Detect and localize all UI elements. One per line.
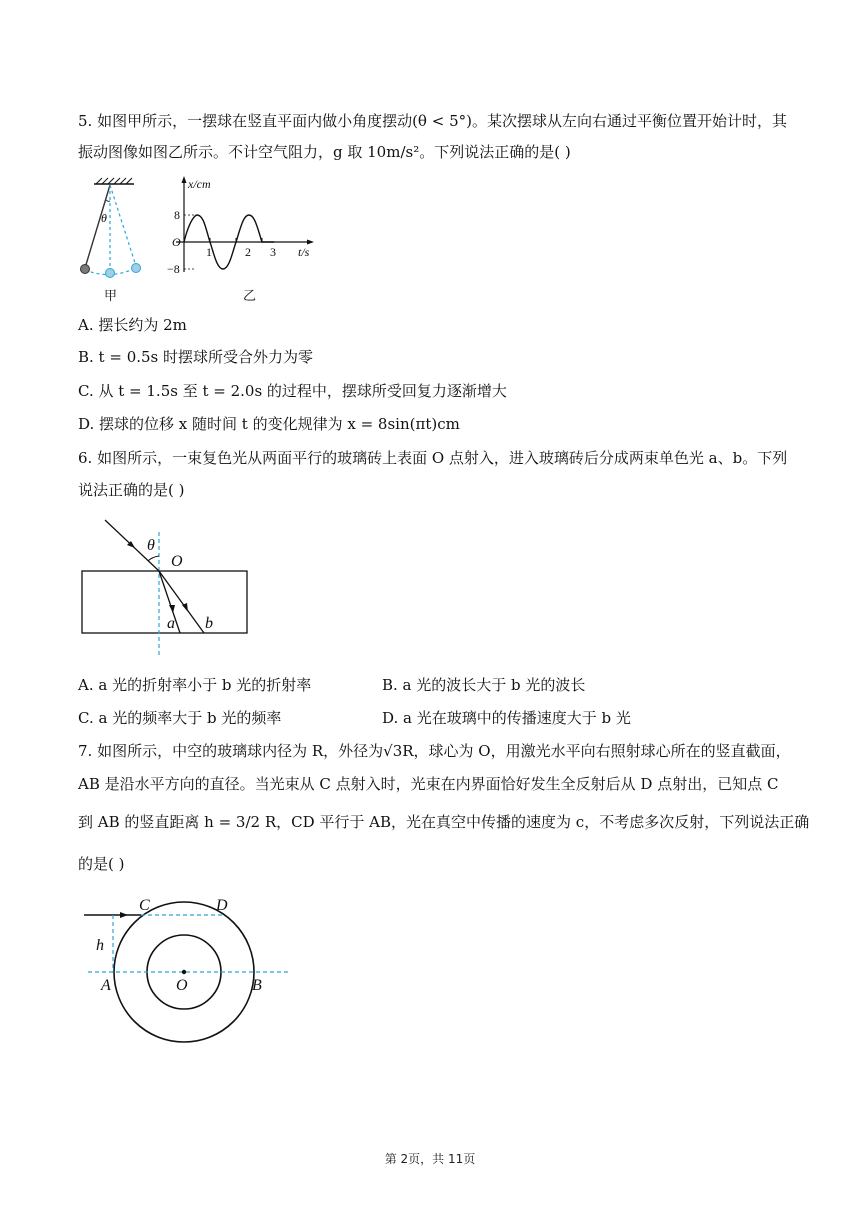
q6-option-b: B. a 光的波长大于 b 光的波长 <box>382 676 586 694</box>
q6-a-label: a <box>167 615 175 632</box>
q7-stem-line1: 7. 如图所示，中空的玻璃球内径为 R，外径为√3R，球心为 O，用激光水平向右照射球心所在的竖直截面， <box>78 742 791 760</box>
graph-origin: O <box>172 235 181 249</box>
q5-pendulum-figure <box>72 176 152 304</box>
q6-O-label: O <box>171 553 183 570</box>
graph-y-pos: 8 <box>174 208 180 222</box>
theta-label: θ <box>101 211 107 225</box>
q7-hollow-sphere-figure <box>84 894 294 1044</box>
q7-stem-line4: 的是( ) <box>78 855 125 873</box>
q6-option-d: D. a 光在玻璃中的传播速度大于 b 光 <box>382 709 631 727</box>
q5-stem-line1: 5. 如图甲所示，一摆球在竖直平面内做小角度摆动(θ < 5°)。某次摆球从左向右通过平衡位置开始计时，其 <box>78 112 787 130</box>
q7-stem-line2: AB 是沿水平方向的直径。当光束从 C 点射入时，光束在内界面恰好发生全反射后从 D 点射出，已知点 C <box>78 775 779 793</box>
q6-option-a: A. a 光的折射率小于 b 光的折射率 <box>78 676 312 694</box>
q6-glass-block-figure <box>78 512 258 662</box>
q6-b-label: b <box>205 615 213 632</box>
q5-option-a: A. 摆长约为 2m <box>78 316 187 334</box>
q7-B-label: B <box>252 977 262 994</box>
fig-yi-caption: 乙 <box>243 288 257 303</box>
q7-stem-line3: 到 AB 的竖直距离 h = 3/2 R，CD 平行于 AB，光在真空中传播的速度为 c，不考虑多次反射，下列说法正确 <box>78 813 810 831</box>
page-footer: 第 2页，共 11页 <box>384 1152 476 1166</box>
q6-theta-label: θ <box>147 537 155 554</box>
q5-option-c: C. 从 t = 1.5s 至 t = 2.0s 的过程中，摆球所受回复力逐渐增大 <box>78 382 507 400</box>
q7-C-label: C <box>139 897 150 914</box>
q6-stem-line2: 说法正确的是( ) <box>78 481 185 499</box>
q5-option-d: D. 摆球的位移 x 随时间 t 的变化规律为 x = 8sin(πt)cm <box>78 415 460 433</box>
q7-D-label: D <box>216 897 228 914</box>
graph-tick-1: 1 <box>206 245 212 259</box>
graph-xlabel: t/s <box>298 245 310 259</box>
q7-A-label: A <box>101 977 111 994</box>
graph-tick-2: 2 <box>245 245 251 259</box>
q7-h-label: h <box>96 937 104 954</box>
q7-O-label: O <box>176 977 188 994</box>
graph-tick-3: 3 <box>270 245 276 259</box>
graph-ylabel: x/cm <box>188 177 211 191</box>
q5-option-b: B. t = 0.5s 时摆球所受合外力为零 <box>78 348 314 366</box>
q5-vibration-graph <box>162 172 322 304</box>
q6-stem-line1: 6. 如图所示，一束复色光从两面平行的玻璃砖上表面 O 点射入，进入玻璃砖后分成两束单色光 a、b。下列 <box>78 449 788 467</box>
graph-y-neg: −8 <box>167 262 180 276</box>
fig-jia-caption: 甲 <box>104 288 118 303</box>
q6-option-c: C. a 光的频率大于 b 光的频率 <box>78 709 282 727</box>
q5-stem-line2: 振动图像如图乙所示。不计空气阻力，g 取 10m/s²。下列说法正确的是( ) <box>78 143 571 161</box>
